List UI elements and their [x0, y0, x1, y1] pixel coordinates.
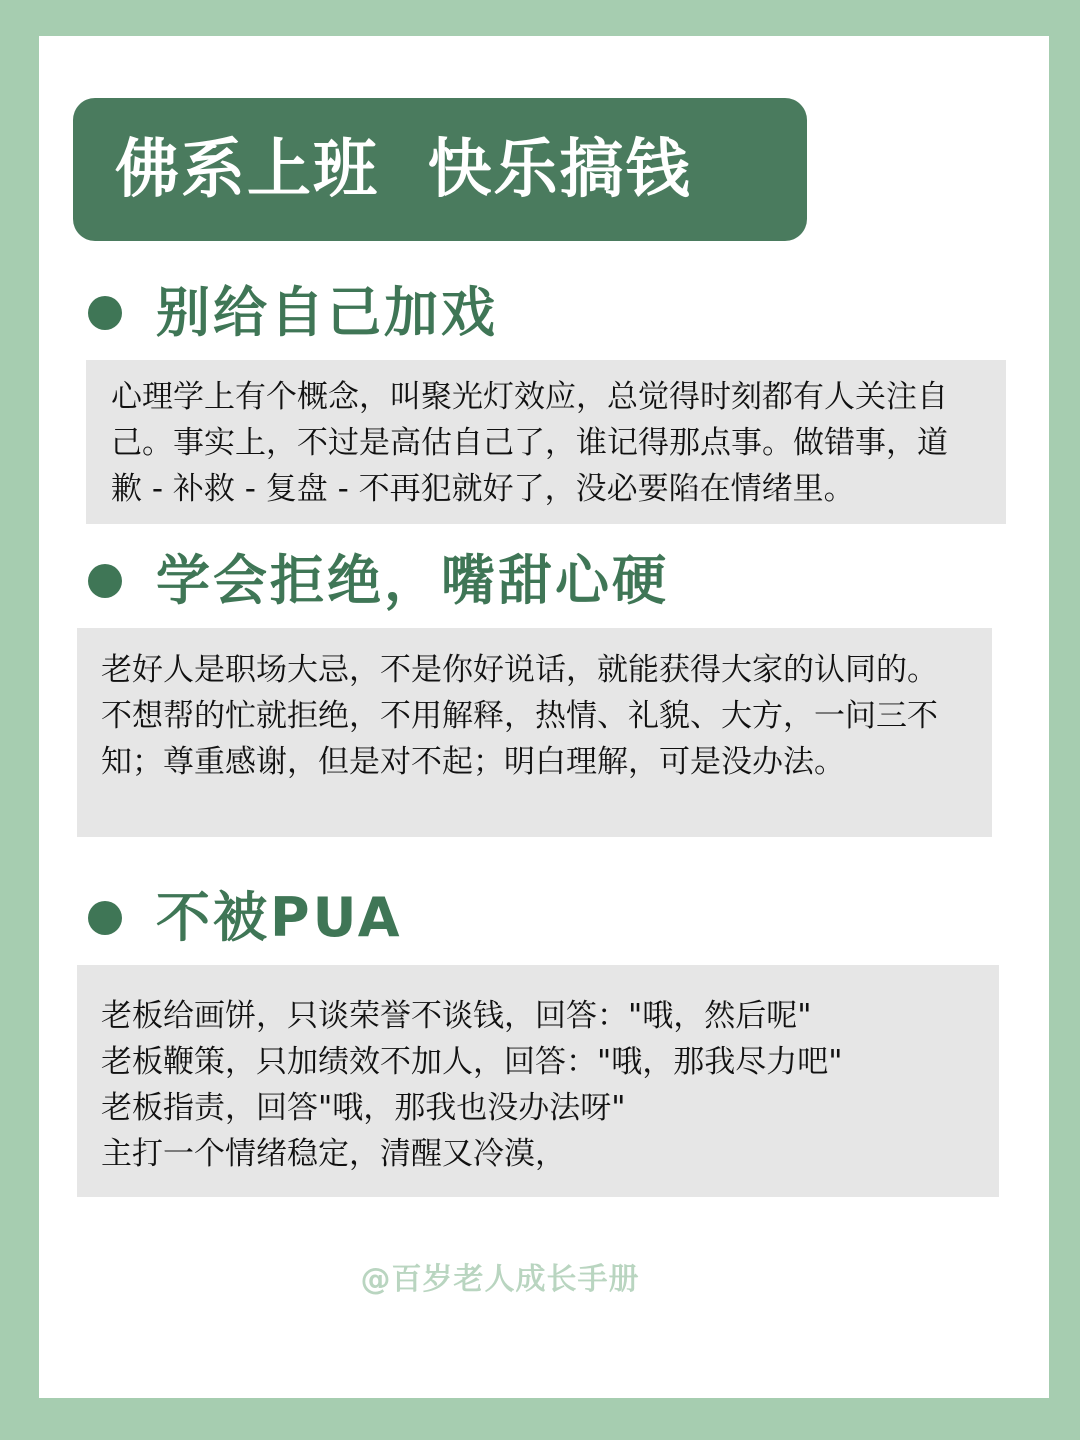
section-heading-3	[88, 883, 403, 953]
text-line: 不想帮的忙就拒绝，不用解释，热情、礼貌、大方，一问三不	[101, 698, 938, 734]
section-text-box-2	[77, 628, 992, 837]
text-line: 老板鞭策，只加绩效不加人，回答："哦，那我尽力吧"	[101, 1044, 843, 1080]
text-line: 老板给画饼，只谈荣誉不谈钱，回答："哦，然后呢"	[101, 998, 812, 1034]
section-text-box-1	[86, 360, 1006, 524]
text-line: 歉 - 补救 - 复盘 - 不再犯就好了，没必要陷在情绪里。	[111, 471, 855, 507]
text-line: 老好人是职场大忌，不是你好说话，就能获得大家的认同的。	[101, 652, 938, 688]
text-line: 主打一个情绪稳定，清醒又冷漠，	[101, 1136, 566, 1172]
bullet-dot-icon	[88, 901, 122, 935]
section-text-box-3	[77, 965, 999, 1197]
section-title: 不被PUA	[156, 886, 403, 949]
text-line: 己。事实上，不过是高估自己了，谁记得那点事。做错事，道	[111, 425, 948, 461]
section-heading-1	[88, 278, 498, 348]
bullet-dot-icon	[88, 296, 122, 330]
section-title: 学会拒绝，嘴甜心硬	[156, 549, 669, 612]
section-title: 别给自己加戏	[156, 281, 498, 344]
text-line: 知；尊重感谢，但是对不起；明白理解，可是没办法。	[101, 744, 845, 780]
title-banner	[73, 98, 807, 241]
author-watermark: @百岁老人成长手册	[360, 1262, 640, 1297]
text-line: 老板指责，回答"哦，那我也没办法呀"	[101, 1090, 626, 1126]
page-title: 佛系上班 快乐搞钱	[115, 132, 692, 207]
text-line: 心理学上有个概念，叫聚光灯效应，总觉得时刻都有人关注自	[111, 379, 948, 415]
bullet-dot-icon	[88, 564, 122, 598]
section-heading-2	[88, 546, 669, 616]
